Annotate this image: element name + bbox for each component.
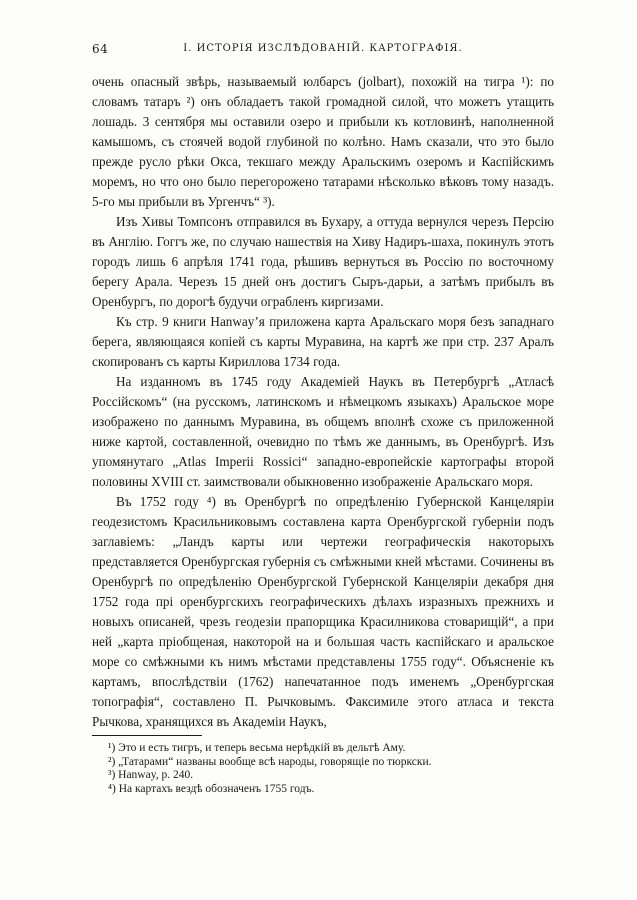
page-header	[92, 42, 554, 58]
paragraph: Въ 1752 году ⁴) въ Оренбургѣ по опредѣленію Губернской Канцеляріи геодезистомъ Красильниковымъ составлена карта Оренбургской губерніи подъ заглавіемъ: „Ландъ карты или чертежи географическія накоторыхъ представляется Оренбургская губернія съ смѣжными кней мѣстами. Сочинены въ Оренбургѣ по опредѣленію Оренбургской Губернской Канцеляріи декабря дня 1752 года прі оренбургскихъ географическихъ дѣлахъ изразныхъ прежнихъ и новыхъ описаней, чрезъ геодезіи прапорщика Красилникова стоварищій“, а при ней „карта пріобщеная, накоторой на и большая часть каспійскаго и аральское море со смѣжными къ нимъ мѣстами представлены 1755 году“. Объясненіе къ картамъ, впослѣдствіи (1762) напечатанное подъ именемъ „Оренбургская топографія“, составлено П. Рычковымъ. Факсимиле этого атласа и текста Рычкова, хранящихся въ Академіи Наукъ,	[92, 494, 554, 729]
footnote: ⁴) На картахъ вездѣ обозначенъ 1755 годъ.	[108, 782, 315, 795]
footnote-divider	[92, 735, 202, 736]
footnote: ³) Hanway, p. 240.	[108, 769, 194, 781]
paragraph: Изъ Хивы Томпсонъ отправился въ Бухару, а оттуда вернулся черезъ Персію въ Англію. Гоггъ же, по случаю нашествія на Хиву Надиръ-шаха, покинулъ этотъ городъ лишь 6 апрѣля 1741 года, рѣшивъ вернуться въ Россію по восточному берегу Арала. Черезъ 15 дней онъ достигъ Сыръ-дарьи, а затѣмъ прибылъ въ Оренбургъ, по дорогѣ будучи ограбленъ киргизами.	[92, 214, 554, 309]
footnote: ²) „Татарами“ названы вообще всѣ народы, говорящіе по тюркски.	[108, 755, 432, 768]
paragraph: Къ стр. 9 книги Hanway’я приложена карта Аральскаго моря безъ западнаго берега, являющаяся копіей съ карты Муравина, на картѣ же при стр. 237 Аралъ скопированъ съ карты Кириллова 1734 года.	[92, 314, 554, 369]
page-number: 64	[92, 42, 109, 56]
footnote: ¹) Это и есть тигръ, и теперь весьма нерѣдкій въ дельтѣ Аму.	[108, 742, 406, 754]
paragraph: очень опасный звѣрь, называемый юлбарсъ (jolbart), похожій на тигра ¹): по словамъ татаръ ²) онъ обладаетъ такой громадной силой, что можетъ утащить лошадь. 3 сентября мы оставили озеро и прибыли къ котловинѣ, наполненной камышомъ, съ стоячей водой глубиной по колѣно. Намъ сказали, что это было прежде русло рѣки Окса, текшаго между Аральскимъ озеромъ и Каспійскимъ моремъ, но что оно было перегорожено татарами нѣсколько вѣковъ тому назадъ. 5-го мы прибыли въ Ургенчъ“ ³).	[92, 74, 554, 209]
running-head: I. ИСТОРІЯ ИЗСЛѢДОВАНІЙ. КАРТОГРАФІЯ.	[183, 43, 463, 54]
footnotes	[108, 742, 554, 796]
body-text	[92, 72, 554, 732]
paragraph: На изданномъ въ 1745 году Академіей Наукъ въ Петербургѣ „Атласѣ Россійскомъ“ (на русскомъ, латинскомъ и нѣмецкомъ языкахъ) Аральское море изображено по даннымъ Муравина, въ общемъ вполнѣ схоже съ приложенной ниже картой, составленной, очевидно по тѣмъ же даннымъ, въ Оренбургѣ. Изъ упомянутаго „Atlas Imperii Rossici“ западно-европейскіе картографы второй половины XVIII ст. заимствовали обыкновенно изображеніе Аральскаго моря.	[92, 374, 554, 489]
